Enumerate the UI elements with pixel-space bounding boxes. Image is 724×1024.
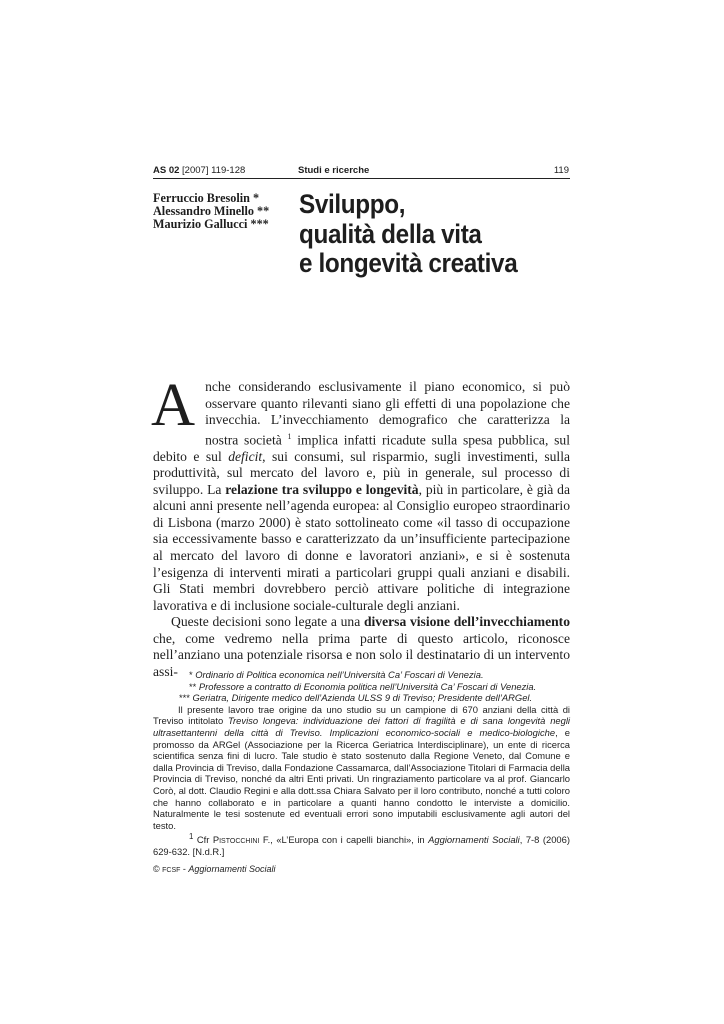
author-note-2 [153,681,570,693]
section-name: Studi e ricerche [298,165,370,176]
author-1: Ferruccio Bresolin * [153,191,260,205]
fn1-text-a: Cfr [193,834,213,846]
footnote-ref-1[interactable]: 1 [287,431,292,441]
title-line-1: Sviluppo, [299,189,406,219]
p2-text-a: Queste decisioni sono legate a una [171,614,364,630]
asterisk-mark: *** [179,692,190,704]
footnote-1 [153,831,570,857]
p2-text-b: che, come vedremo nella prima parte di questo articolo, riconosce nell’anziano una potenziale risorsa e non solo il destinatario di un intervento assi- [153,630,570,679]
asterisk-mark: ** [189,680,197,692]
publisher: FCSF [162,867,181,874]
title-line-3: e longevità creativa [299,248,518,278]
study-note-text-b: , e promosso da ARGel (Associazione per la Ricerca Geriatrica Interdisciplinare), un ente di ricerca scientifica senza fini di lucro. Tale studio è stato sostenuto dalla Regione Veneto, dal Comune e dalla Provincia di Treviso, dalla Fondazione Cassamarca, dall’Associazione Titolari di Farmacia della Provincia di Treviso, nonché da altri Enti privati. Un ringraziamento particolare va al prof. Giancarlo Corò, al dott. Claudio Regini e alla dott.ssa Chiara Salvato per il loro contributo, nonché a tutti coloro che hanno collaborato e in particolare a quanti hanno condotto le interviste a domicilio. Naturalmente le tesi sostenute ed eventuali errori sono imputabili esclusivamente agli autori del testo. [153,726,570,831]
paragraph-1 [151,372,571,614]
page-footer [153,864,275,874]
title-line-2: qualità della vita [299,218,482,249]
fn1-text-c: , 7-8 (2006) 629-632. [N.d.R.] [153,834,570,858]
footer-journal: Aggiornamenti Sociali [188,864,276,874]
emphasis-relazione: relazione tra sviluppo e longevità [225,481,419,497]
author-note-text: Ordinario di Politica economica nell’Università Ca’ Foscari di Venezia. [192,669,484,680]
footer-separator: - [180,864,189,874]
article-title [299,190,517,279]
author-3: Maurizio Gallucci *** [153,217,269,232]
study-note [153,704,570,832]
deficit-term: deficit [228,448,263,464]
study-note-text-a: Il presente lavoro trae origine da uno studio su un campione di 670 anziani della città di Treviso intitolato [153,703,570,727]
author-note-text: Professore a contratto di Economia politica nell’Università Ca’ Foscari di Venezia. [196,680,537,692]
author-note-1 [153,669,570,681]
author-note-text: Geriatra, Dirigente medico dell’Azienda ULSS 9 di Treviso; Presidente dell’ARGel. [189,692,533,704]
p1-text-c: , sui consumi, sul risparmio, sugli investimenti, sulla produttività, sul mercato del lavoro e, più in generale, sul processo di sviluppo. La [153,448,571,497]
author-note-3 [153,692,570,704]
emphasis-visione: diversa visione dell’invecchiamento [363,614,570,630]
cited-author: Pistocchini [212,834,260,846]
footnote-mark: 1 [189,832,194,842]
cited-journal: Aggiornamenti Sociali [428,834,520,846]
journal-citation [153,165,245,176]
page-number: 119 [553,165,569,176]
p1-text-b: implica infatti ricadute sulla spesa pubblica, sul debito e sul [153,432,570,464]
copyright-symbol: © [153,864,163,874]
issue-pages: [2007] 119-128 [182,165,246,176]
author-list [153,192,269,232]
fn1-text-b: F., «L’Europa con i capelli bianchi», in [259,834,429,846]
p1-text-a: nche considerando esclusivamente il piano economico, si può osservare quanto rilevanti siano gli effetti di una popolazione che invecchia. L’invecchiamento demografico che caratterizza la nostra società [205,379,570,448]
p1-text-d: , più in particolare, è già da alcuni anni presente nell’agenda europea: al Consiglio europeo straordinario di Lisbona (marzo 2000) è stato sottolineato come «il tasso di occupazione sia eccessivamente basso e caratterizzato da un’insufficiente partecipazione al mercato del lavoro di donne e lavoratori anziani», e si è sostenuta l’esigenza di interventi mirati a particolari gruppi quali anziani e disabili. Gli Stati membri dovrebbero perciò attivare politiche di integrazione lavorativa e di inclusione sociale-culturale degli anziani. [153,481,570,613]
study-title: Treviso longeva: individuazione dei fattori di fragilità e di sana longevità negli ultrasettantenni della città di Treviso. Implicazioni economico-sociali e medico-biologiche [153,715,571,738]
author-2: Alessandro Minello ** [153,204,270,219]
running-header [153,164,570,179]
footnotes [153,669,570,858]
article-body [151,372,571,680]
journal-code: AS 02 [153,165,180,176]
drop-cap: A [151,372,196,439]
asterisk-mark: * [189,669,193,680]
